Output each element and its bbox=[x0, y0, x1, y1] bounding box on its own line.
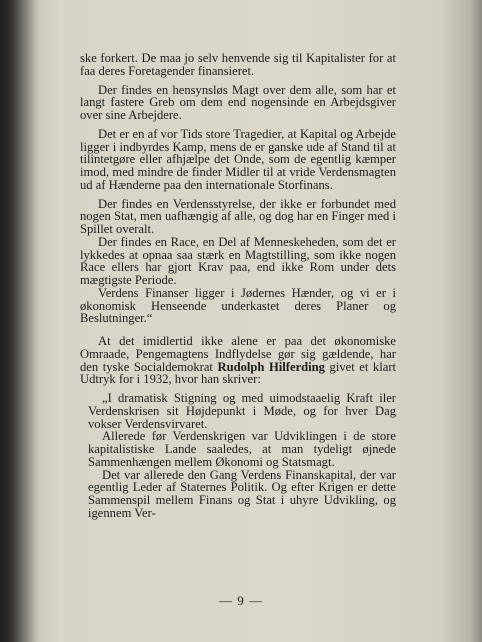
paragraph-1: ske forkert. De maa jo selv henvende sig til Kapitalister for at faa deres Foretagender finansieret. bbox=[80, 51, 396, 78]
paragraph-2: Der findes en hensynsløs Magt over dem alle, som har et langt fastere Greb om dem end nogensinde en Arbejdsgiver over sine Arbejdere. bbox=[80, 82, 396, 122]
hilferding-text-before: At det imidlertid ikke alene er paa det økonomiske Omraade, Pengemagtens Indflydelse gør sig gældende, har den tyske Socialdemokrat bbox=[80, 334, 396, 374]
quote-paragraph-3: Det var allerede den Gang Verdens Finanskapital, der var egentlig Leder af Staternes Politik. Og efter Krigen er dette Sammenspil mellem Finans og Stat i uhyre Udvikling, og igennem Ver- bbox=[88, 467, 396, 520]
page-number: — 9 — bbox=[219, 593, 263, 608]
binding-shadow bbox=[0, 0, 40, 642]
hilferding-text-after: givet et klart Udtryk for i 1932, hvor han skriver: bbox=[80, 359, 397, 387]
hilferding-quote bbox=[80, 392, 396, 520]
paragraph-5: Der findes en Race, en Del af Menneskeheden, som det er lykkedes at opnaa saa stærk en Magtstilling, som ikke nogen Race ellers har gjort Krav paa, end ikke Rom under dets mægtigste Periode. bbox=[80, 234, 396, 287]
quote-paragraph-2: Allerede før Verdenskrigen var Udviklingen i de store kapitalistiske Lande saaledes, at man tydeligt øjnede Sammenhængen mellem Økonomi og Statsmagt. bbox=[88, 429, 396, 469]
paragraph-3: Det er en af vor Tids store Tragedier, at Kapital og Arbejde ligger i indbyrdes Kamp, mens de er ganske ude af Stand til at tilintetgøre eller afhjælpe det Onde, som de egentlig kæmper imod, med mindre de finder Midler til at vride Verdensmagten ud af Hænderne paa den internationale Storfinans. bbox=[80, 126, 396, 192]
quote-paragraph-1: „I dramatisk Stigning og med uimodstaaelig Kraft iler Verdenskrisen sit Højdepunkt i Møde, og for hver Dag vokser Verdensvirvaret. bbox=[88, 391, 396, 431]
body-text bbox=[80, 52, 396, 520]
paragraph-6: Verdens Finanser ligger i Jødernes Hænder, og vi er i økonomisk Henseende underkastet deres Planer og Beslutninger.“ bbox=[80, 285, 396, 326]
paragraph-4: Der findes en Verdensstyrelse, der ikke er forbundet med nogen Stat, men uafhængig af alle, og dog har en Finger med i Spillet overalt. bbox=[80, 196, 396, 236]
hilferding-name: Rudolph Hilferding bbox=[217, 359, 325, 374]
paragraph-hilferding bbox=[80, 335, 396, 386]
